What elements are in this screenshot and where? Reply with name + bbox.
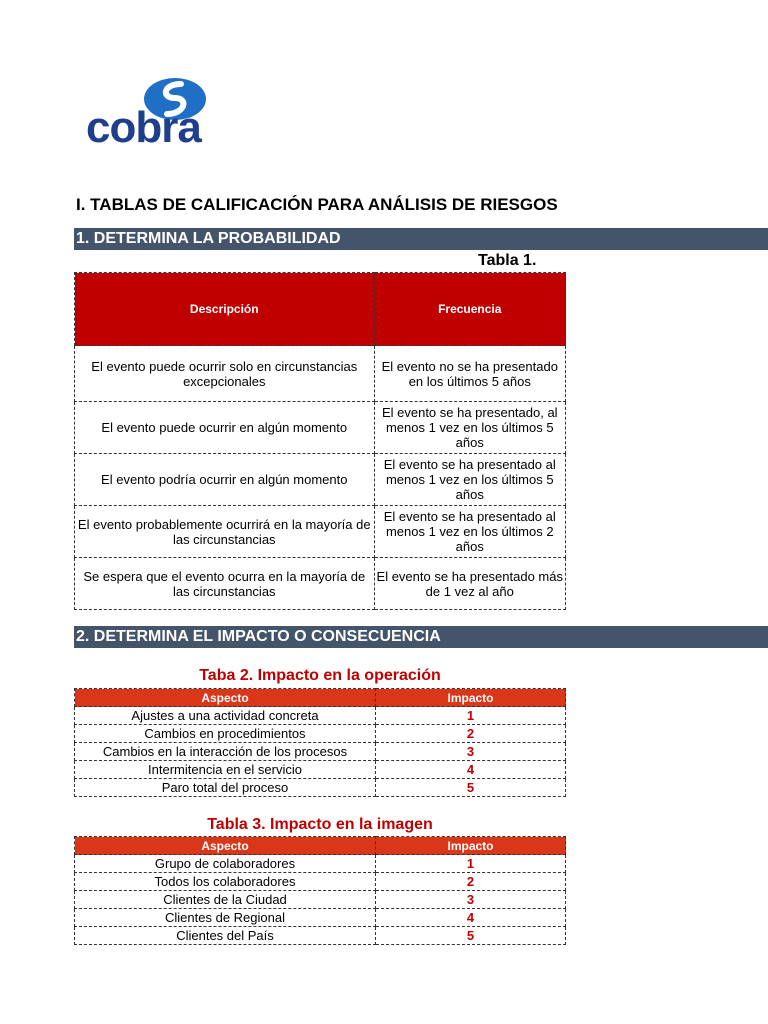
frequency-cell: El evento se ha presentado, al menos 1 vez en los últimos 5 años — [374, 402, 565, 454]
column-header: Aspecto — [75, 837, 376, 855]
table-header-row — [75, 837, 566, 855]
column-header: Descripción — [75, 273, 375, 346]
column-header: Aspecto — [75, 689, 376, 707]
table3-caption: Tabla 3. Impacto en la imagen — [207, 816, 433, 833]
description-cell: El evento puede ocurrir en algún momento — [75, 402, 375, 454]
table-row — [75, 927, 566, 945]
aspect-cell: Intermitencia en el servicio — [75, 761, 376, 779]
description-cell: El evento puede ocurrir solo en circunstancias excepcionales — [75, 346, 375, 402]
table-row — [75, 707, 566, 725]
section-impact-header: 2. DETERMINA EL IMPACTO O CONSECUENCIA — [74, 626, 768, 648]
aspect-cell: Cambios en procedimientos — [75, 725, 376, 743]
table-row — [75, 761, 566, 779]
column-header: Impacto — [376, 689, 566, 707]
frequency-cell: El evento no se ha presentado en los últimos 5 años — [374, 346, 565, 402]
aspect-cell: Grupo de colaboradores — [75, 855, 376, 873]
aspect-cell: Paro total del proceso — [75, 779, 376, 797]
description-cell: El evento probablemente ocurrirá en la mayoría de las circunstancias — [75, 506, 375, 558]
frequency-cell: El evento se ha presentado al menos 1 vez en los últimos 2 años — [374, 506, 565, 558]
table-row — [75, 891, 566, 909]
aspect-cell: Cambios en la interacción de los procesos — [75, 743, 376, 761]
description-cell: Se espera que el evento ocurra en la mayoría de las circunstancias — [75, 558, 375, 610]
column-header: Impacto — [376, 837, 566, 855]
page-title: I. TABLAS DE CALIFICACIÓN PARA ANÁLISIS DE RIESGOS — [76, 195, 558, 214]
table1-caption: Tabla 1. — [478, 252, 537, 269]
table-row — [75, 506, 566, 558]
impact-value: 4 — [376, 761, 566, 779]
aspect-cell: Ajustes a una actividad concreta — [75, 707, 376, 725]
aspect-cell: Clientes de la Ciudad — [75, 891, 376, 909]
aspect-cell: Todos los colaboradores — [75, 873, 376, 891]
logo-text: cobra — [86, 103, 201, 152]
section-probability-header: 1. DETERMINA LA PROBABILIDAD — [74, 228, 768, 250]
table-row — [75, 454, 566, 506]
probability-table — [74, 272, 566, 610]
table-row — [75, 855, 566, 873]
table-row — [75, 909, 566, 927]
table-row — [75, 402, 566, 454]
impact-value: 1 — [376, 855, 566, 873]
column-header: Frecuencia — [374, 273, 565, 346]
impact-value: 2 — [376, 873, 566, 891]
impact-value: 1 — [376, 707, 566, 725]
impact-value: 3 — [376, 743, 566, 761]
impact-value: 3 — [376, 891, 566, 909]
impact-value: 5 — [376, 927, 566, 945]
operation-impact-table — [74, 688, 566, 797]
table-row — [75, 873, 566, 891]
aspect-cell: Clientes de Regional — [75, 909, 376, 927]
image-impact-table — [74, 836, 566, 945]
impact-value: 5 — [376, 779, 566, 797]
frequency-cell: El evento se ha presentado al menos 1 vez en los últimos 5 años — [374, 454, 565, 506]
table-header-row — [75, 273, 566, 346]
cobra-logo — [86, 76, 216, 156]
description-cell: El evento podría ocurrir en algún momento — [75, 454, 375, 506]
table2-caption: Taba 2. Impacto en la operación — [199, 667, 441, 684]
table-row — [75, 725, 566, 743]
impact-value: 2 — [376, 725, 566, 743]
table-row — [75, 779, 566, 797]
table-row — [75, 558, 566, 610]
impact-value: 4 — [376, 909, 566, 927]
frequency-cell: El evento se ha presentado más de 1 vez al año — [374, 558, 565, 610]
table-header-row — [75, 689, 566, 707]
table-row — [75, 346, 566, 402]
table-row — [75, 743, 566, 761]
aspect-cell: Clientes del País — [75, 927, 376, 945]
